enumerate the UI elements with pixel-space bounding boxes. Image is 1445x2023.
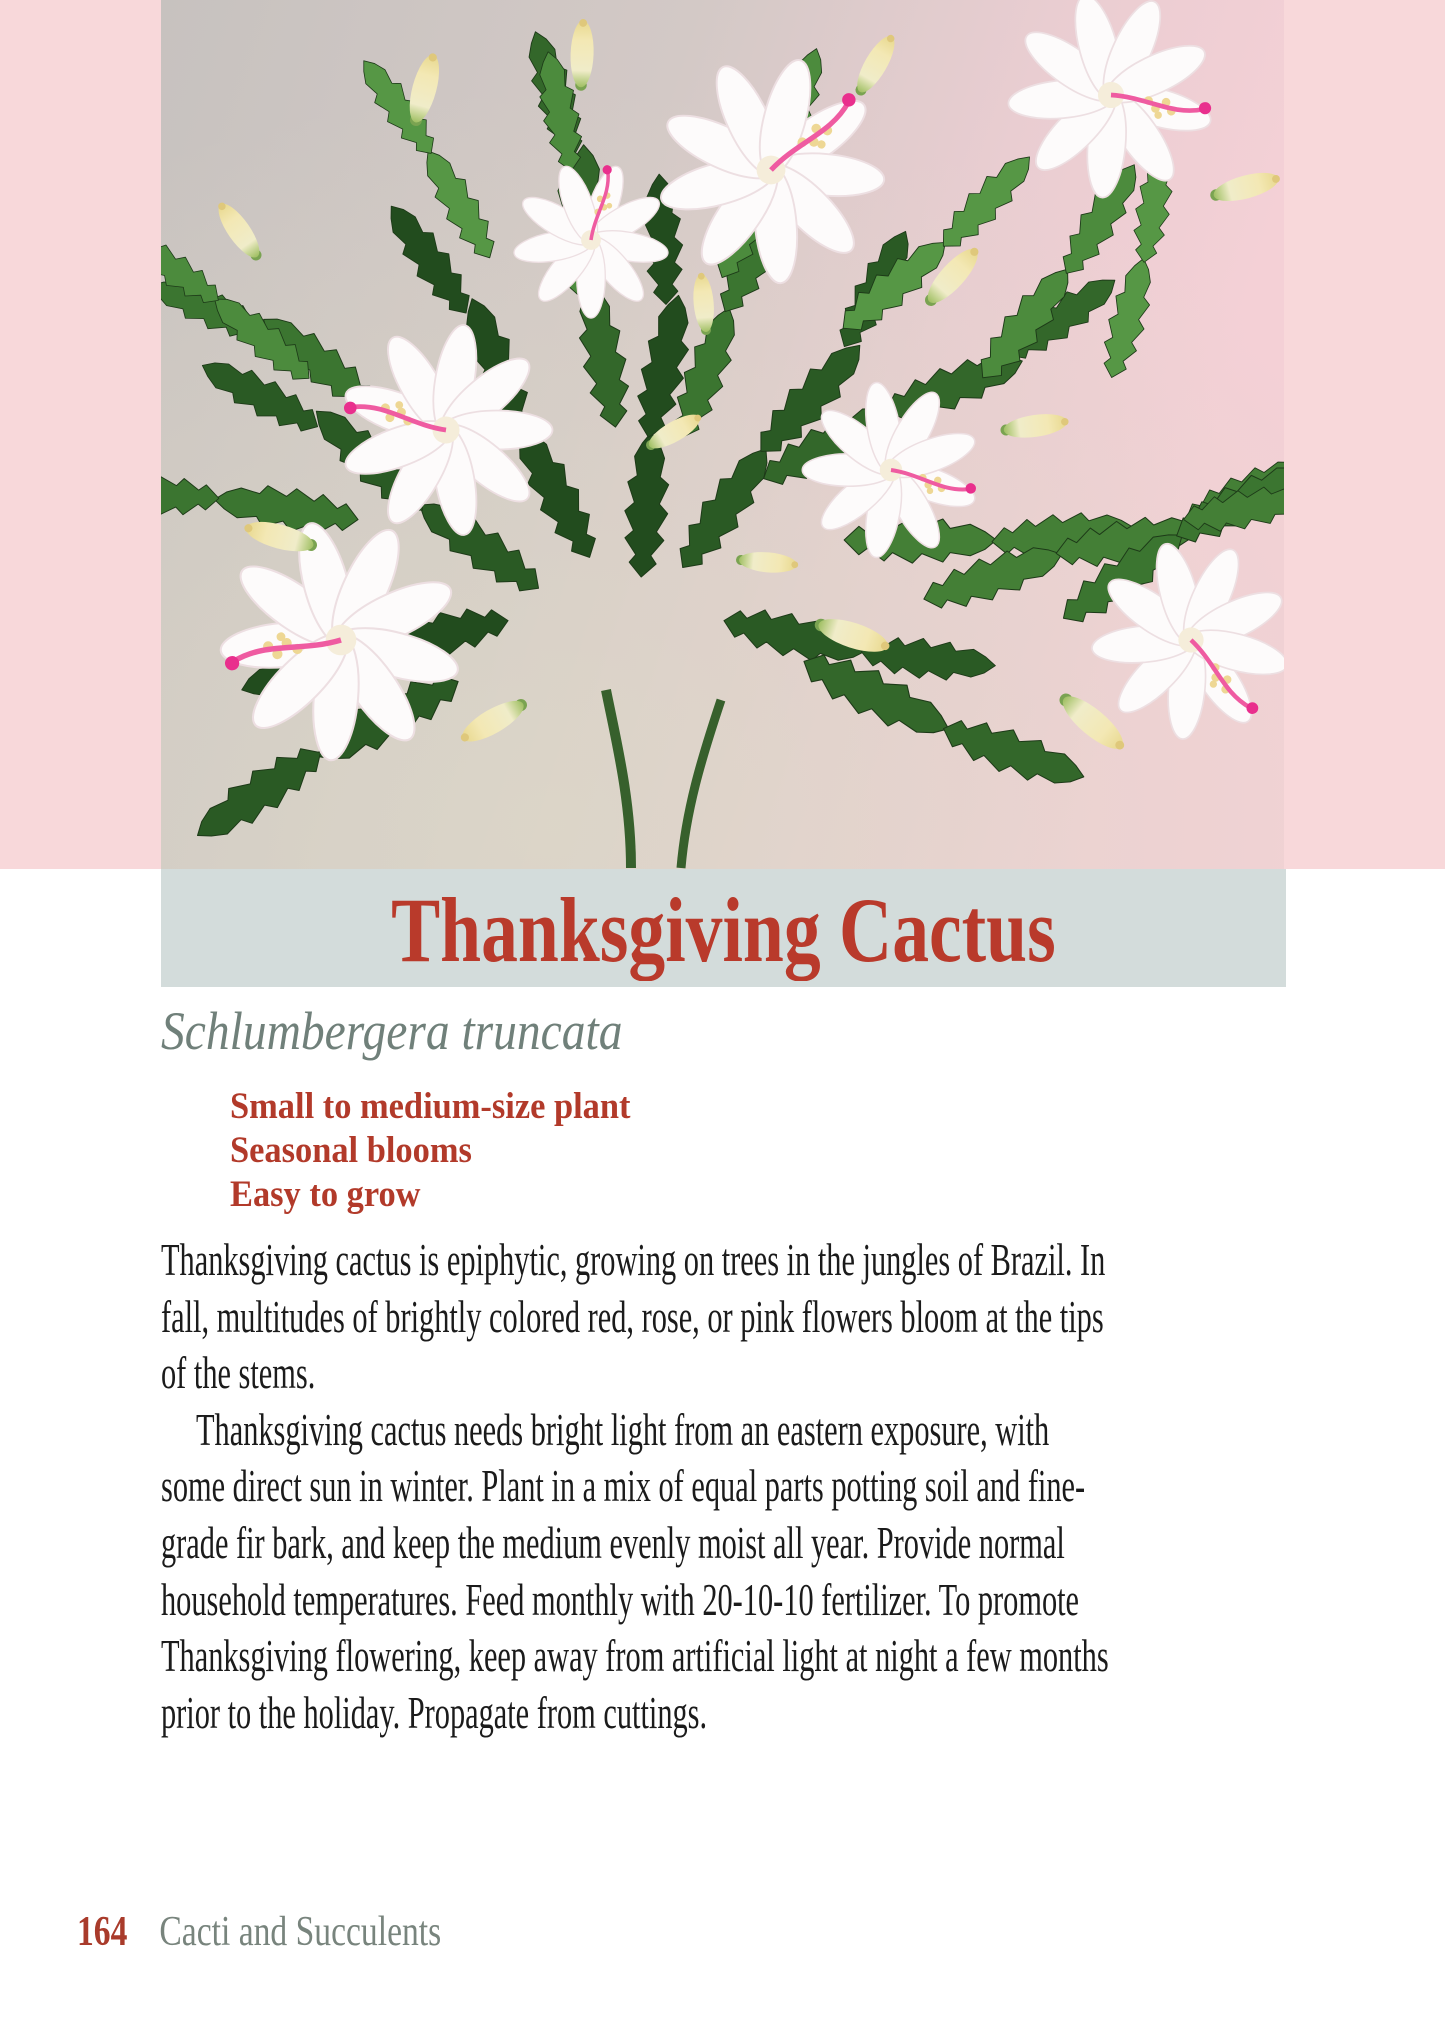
body-line: fall, multitudes of brightly colored red, rose, or pink flowers bloom at the tips bbox=[161, 1290, 1104, 1342]
title-band bbox=[161, 869, 1286, 987]
feature-list bbox=[230, 1085, 661, 1217]
body-line: some direct sun in winter. Plant in a mix of equal parts potting soil and fine- bbox=[161, 1460, 1086, 1512]
page-footer bbox=[77, 1908, 441, 1956]
feature-item: Easy to grow bbox=[230, 1174, 421, 1215]
page-title: Thanksgiving Cactus bbox=[391, 879, 1056, 981]
body-line: grade fir bark, and keep the medium evenly moist all year. Provide normal bbox=[161, 1516, 1065, 1568]
body-line: prior to the holiday. Propagate from cuttings. bbox=[161, 1686, 708, 1738]
species-name: Schlumbergera truncata bbox=[161, 1001, 623, 1061]
plant-photo bbox=[161, 0, 1284, 869]
page-number: 164 bbox=[77, 1909, 128, 1955]
body-line: household temperatures. Feed monthly with 20-10-10 fertilizer. To promote bbox=[161, 1573, 1080, 1625]
body-line: of the stems. bbox=[161, 1347, 316, 1399]
body-line: Thanksgiving cactus needs bright light from an eastern exposure, with bbox=[196, 1403, 1050, 1455]
body-line: Thanksgiving cactus is epiphytic, growing on trees in the jungles of Brazil. In bbox=[161, 1234, 1106, 1285]
body-line: Thanksgiving flowering, keep away from artificial light at night a few months bbox=[161, 1630, 1109, 1682]
feature-item: Small to medium-size plant bbox=[230, 1086, 631, 1127]
feature-item: Seasonal blooms bbox=[230, 1130, 472, 1171]
section-title: Cacti and Succulents bbox=[159, 1909, 442, 1955]
body-text bbox=[161, 1232, 1445, 1741]
thanksgiving-cactus-illustration bbox=[161, 0, 1284, 869]
